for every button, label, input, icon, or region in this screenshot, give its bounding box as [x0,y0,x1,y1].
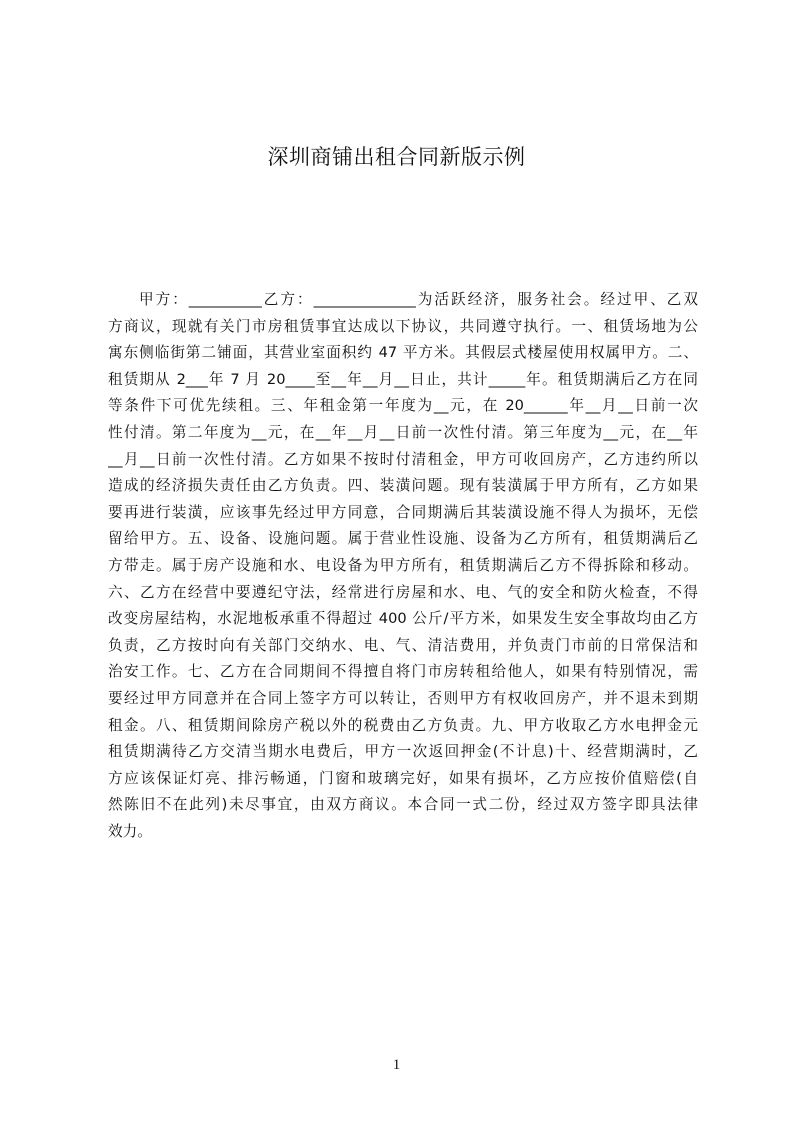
document-title: 深圳商铺出租合同新版示例 [267,145,526,169]
body-line: 然陈旧不在此列)未尽事宜，由双方商议。本合同一式二份，经过双方签字即具法律 [108,796,698,814]
body-line: 要再进行装潢，应该事先经过甲方同意，合同期满后其装潢设施不得人为损坏，无偿 [108,503,698,521]
body-line: 租赁期满待乙方交清当期水电费后，甲方一次返回押金(不计息)十、经营期满时，乙 [108,743,698,761]
body-line: 方商议，现就有关门市房租赁事宜达成以下协议，共同遵守执行。一、租赁场地为公 [108,317,698,335]
body-line: 性付清。第二年度为__元，在__年__月__日前一次性付清。第三年度为__元，在__年 [108,423,698,441]
body-line: 负责，乙方按时向有关部门交纳水、电、气、清洁费用，并负责门市前的日常保洁和 [108,636,698,654]
body-line: 租金。八、租赁期间除房产税以外的税费由乙方负责。九、甲方收取乙方水电押金元 [108,716,698,734]
body-line: 留给甲方。五、设备、设施问题。属于营业性设施、设备为乙方所有，租赁期满后乙 [108,530,698,548]
body-line: 方带走。属于房产设施和水、电设备为甲方所有，租赁期满后乙方不得拆除和移动。 [108,556,698,574]
body-line: 方应该保证灯亮、排污畅通，门窗和玻璃完好，如果有损坏，乙方应按价值赔偿(自 [108,769,698,787]
body-line: 等条件下可优先续租。三、年租金第一年度为__元，在 20______年__月__日前一次 [108,397,698,415]
body-line: 租赁期从 2___年 7 月 20____至__年__月__日止，共计_____年。租赁期满后乙方在同 [108,370,698,388]
body-line: 效力。 [108,822,152,840]
body-line: __月__日前一次性付清。乙方如果不按时付清租金，甲方可收回房产，乙方违约所以 [108,450,698,468]
body-line: 治安工作。七、乙方在合同期间不得擅自将门市房转租给他人，如果有特别情况，需 [108,663,698,681]
body-line: 甲方：__________乙方：______________为活跃经济，服务社会。经过甲、乙双 [139,291,698,308]
body-line: 要经过甲方同意并在合同上签字方可以转让，否则甲方有权收回房产，并不退未到期 [108,689,698,707]
body-line: 改变房屋结构，水泥地板承重不得超过 400 公斤/平方米，如果发生安全事故均由乙方 [108,610,698,628]
body-line: 六、乙方在经营中要遵纪守法，经常进行房屋和水、电、气的安全和防火检查，不得 [108,583,698,601]
contract-body [108,287,698,845]
body-line: 寓东侧临街第二铺面，其营业室面积约 47 平方米。其假层式楼屋使用权属甲方。二、 [108,344,698,362]
page-number: 1 [392,1057,401,1073]
body-line: 造成的经济损失责任由乙方负责。四、装潢问题。现有装潢属于甲方所有，乙方如果 [108,477,698,495]
